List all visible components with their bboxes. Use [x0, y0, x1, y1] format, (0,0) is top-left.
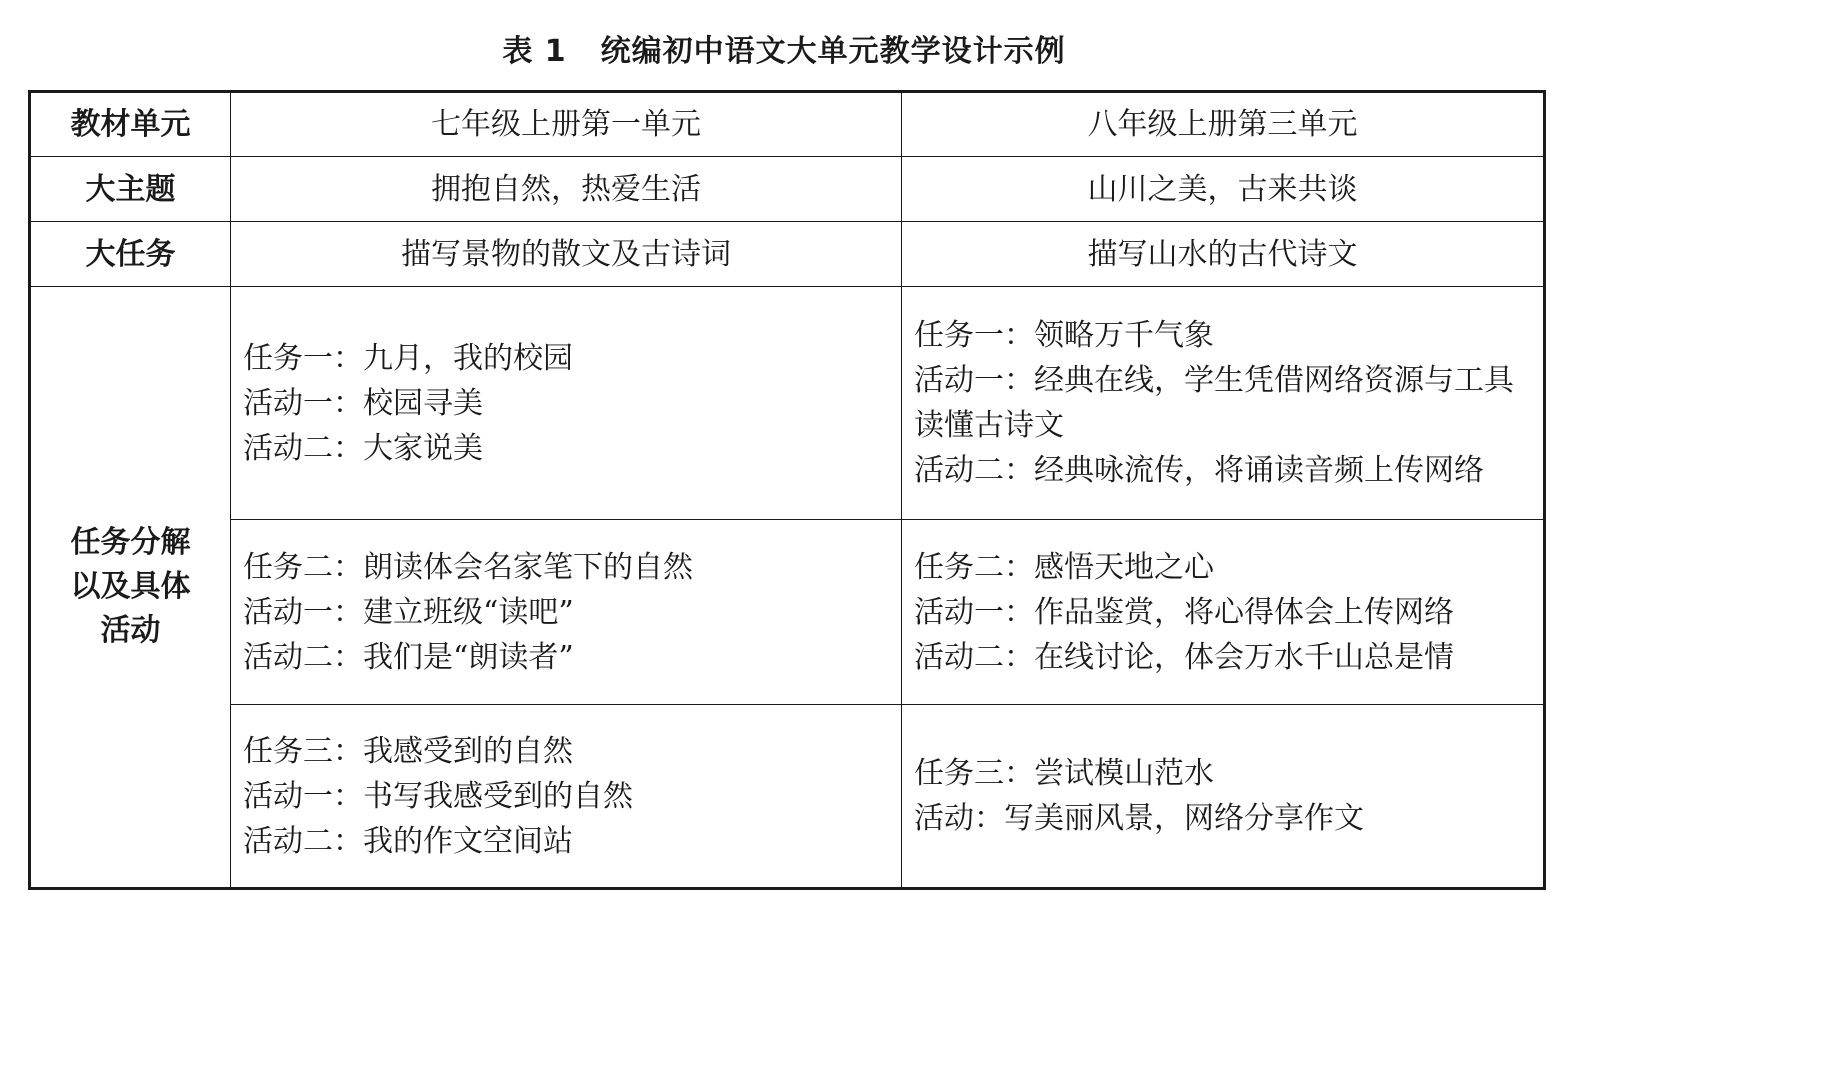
task-line: 任务一：领略万千气象 [914, 318, 1214, 353]
table-caption: 统编初中语文大单元教学设计示例 [600, 34, 1066, 69]
cell-task2-grade7 [231, 520, 902, 705]
row-label-theme: 大主题 [30, 157, 231, 222]
cell-task1-grade8 [902, 287, 1545, 520]
cell-task1-grade7 [231, 287, 902, 520]
table-row-task [30, 222, 1545, 287]
activity-line: 活动一：书写我感受到的自然 [243, 778, 633, 814]
cell-task-grade7: 描写景物的散文及古诗词 [231, 222, 902, 287]
task-line: 任务三：尝试模山范水 [914, 756, 1214, 791]
row-label-breakdown-line: 活动 [100, 613, 161, 648]
cell-task2-grade8 [902, 520, 1545, 705]
table-number: 表 1 [502, 34, 567, 69]
activity-line: 活动一：经典在线，学生凭借网络资源与工具读懂古诗文 [914, 363, 1514, 443]
row-label-breakdown-line: 以及具体 [70, 569, 191, 604]
activity-line: 活动二：大家说美 [243, 430, 483, 466]
row-label-task: 大任务 [30, 222, 231, 287]
task-line: 任务一：九月，我的校园 [243, 340, 573, 376]
activity-line: 活动：写美丽风景，网络分享作文 [914, 801, 1364, 836]
row-label-unit: 教材单元 [30, 92, 231, 157]
cell-task3-grade7 [231, 705, 902, 889]
cell-unit-grade8: 八年级上册第三单元 [902, 92, 1545, 157]
table-row-theme [30, 157, 1545, 222]
task-line: 任务二：感悟天地之心 [914, 549, 1214, 585]
cell-task3-grade8 [902, 705, 1545, 889]
cell-unit-grade7: 七年级上册第一单元 [231, 92, 902, 157]
activity-line: 活动一：校园寻美 [243, 385, 483, 421]
table-title [0, 26, 1568, 70]
cell-theme-grade8: 山川之美，古来共谈 [902, 157, 1545, 222]
table-row-breakdown-1 [30, 287, 1545, 520]
cell-task-grade8: 描写山水的古代诗文 [902, 222, 1545, 287]
table-row-breakdown-2 [30, 520, 1545, 705]
table-row-breakdown-3 [30, 705, 1545, 889]
activity-line: 活动一：建立班级“读吧” [243, 594, 574, 630]
teaching-design-table [28, 90, 1546, 890]
activity-line: 活动一：作品鉴赏，将心得体会上传网络 [914, 594, 1454, 630]
table-row-unit [30, 92, 1545, 157]
row-label-breakdown [30, 287, 231, 889]
cell-theme-grade7: 拥抱自然，热爱生活 [231, 157, 902, 222]
activity-line: 活动二：我们是“朗读者” [243, 639, 574, 675]
activity-line: 活动二：经典咏流传，将诵读音频上传网络 [914, 453, 1484, 488]
row-label-breakdown-line: 任务分解 [70, 525, 191, 560]
task-line: 任务三：我感受到的自然 [243, 733, 573, 769]
activity-line: 活动二：我的作文空间站 [243, 823, 573, 859]
activity-line: 活动二：在线讨论，体会万水千山总是情 [914, 639, 1454, 675]
task-line: 任务二：朗读体会名家笔下的自然 [243, 549, 693, 585]
